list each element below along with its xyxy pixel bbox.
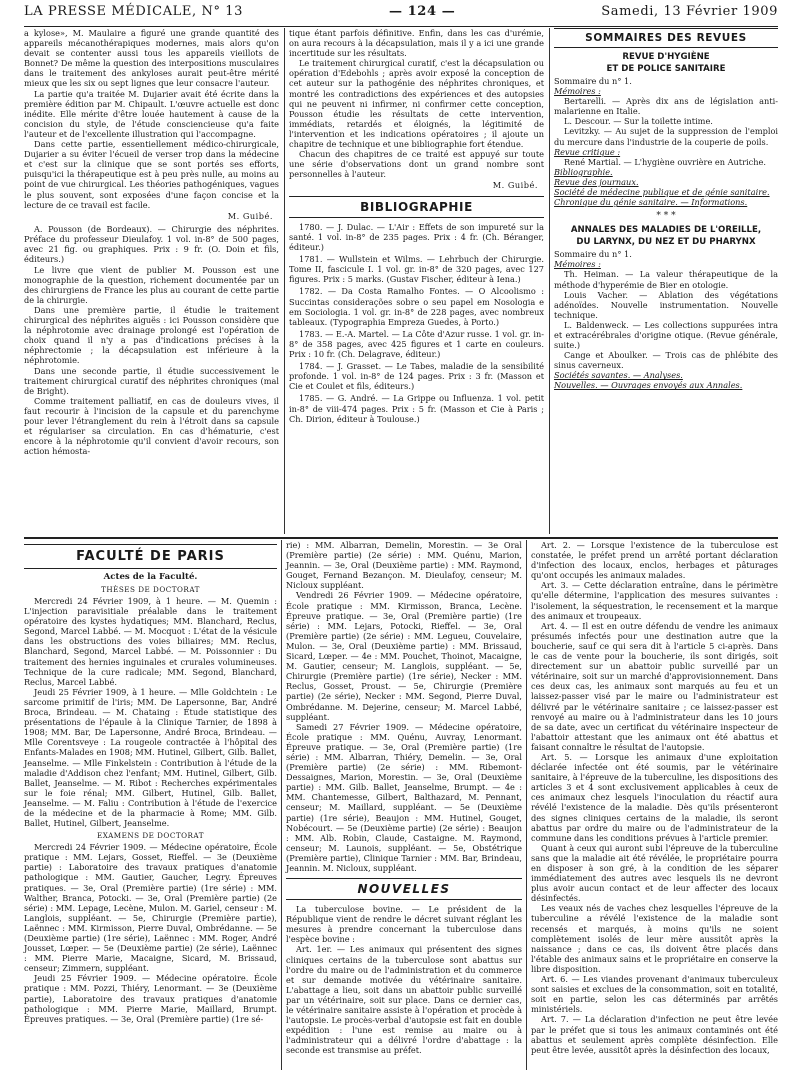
sommaire-item: Louis Vacher. — Ablation des végétations adénoïdes. Nouvelle instrumentation. Nouvelle technique. [554,289,778,320]
bibliography-entry: 1781. — Wullstein et Wilms. — Lehrbuch der Chirurgie. Tome II, fascicule I. 1 vol. gr. in-8° de 320 pages, avec 127 figures. Prix : 5 marks. (Gustav Fischer, éditeur à Iena.) [289,254,544,285]
sommaire-item: L. Descour. — Sur la toilette intime. [564,116,713,127]
review-paragraph: Dans une première partie, il étudie le traitement chirurgical des néphrites aiguës : ici Pousson considère que la néphrotomie avec drainage prolongé est l'opération de choix quand il n'y a pas d'indications précises à la néphrectomie ; la décapsulation est inférieure à la néphrotomie. [24,304,279,366]
bottom-section [24,540,778,1070]
memoires-label: Mémoires : [554,259,601,270]
faculte-paragraph: Jeudi 25 Février 1909, à 1 heure. — Mlle Goldchtein : Le sarcome primitif de l'iris; MM. De Lapersonne, Bar, André Broca, Brindeau. — M. Chataing : Étude statistique des présentations de l'épaule à la Clinique Tarnier, de 1898 à 1908; MM. Bar, De Lapersonne, André Broca, Brindeau. — Mlle Corentsveye : La rougeole contractée à l'hôpital des Enfants-Malades en 1908; MM. Hutinel, Gilbert, Gilb. Ballet, Jeanselme. — Mlle Finkelstein : Contribution à l'étude de la maladie d'Addison chez l'enfant; MM. Hutinel, Gilbert, Gilb. Ballet, Jeanselme. — M. Ribot : Recherches expérimentales sur le foie rénal; MM. Gilbert, Hutinel, Gilb. Ballet, Jeanselme. — M. Faliu : Contribution à l'étude de l'exercice de la médecine et de la pharmacie à Rome; MM. Gilb. Ballet, Hutinel, Gilbert, Jeanselme. [24,686,277,829]
asterism-divider: * * * [656,211,676,222]
critique-label: Revue critique : [554,146,621,157]
page-header [24,4,778,27]
column-divider [526,540,527,1070]
tuberculose-intro: La tuberculose bovine. — Le président de la République vient de rendre le décret suivant réglant les mesures à prendre concernant la tuberculose dans l'espèce bovine : [286,904,522,945]
bibliography-entry: 1784. — J. Grasset. — Le Tabes, maladie de la sensibilité profonde. 1 vol. in-8° de 124 pages. Prix : 3 fr. (Masson et Cie et Coulet et fils, éditeurs.) [289,361,544,392]
bibliography-entry: 1780. — J. Dulac. — L'Air : Effets de son impureté sur la santé. 1 vol. in-8° de 235 pages. Prix : 4 fr. (Ch. Béranger, éditeur.) [289,221,544,253]
sommaire-section: Bibliographie. [554,166,613,177]
review-paragraph: Dans une seconde partie, il étudie successivement le traitement chirurgical curatif des néphrites chroniques (mal de Bright). [24,365,279,396]
decret-article: Art. 4. — Il est en outre défendu de vendre les animaux présumés infectés pour une destination autre que la boucherie, sauf ce qui sera dit à l'article 5 ci-après. Dans le cas de vente pour la boucherie, ils sont dirigés, soit directement sur un abattoir public surveillé par un vétérinaire, soit sur un marché d'approvisionnement. Dans ces deux cas, les animaux sont marqués au feu et un laissez-passer visé par le maire ou l'administrateur est délivré par le vétérinaire sanitaire ; ce laissez-passer est renvoyé au maire ou à l'administrateur dans les 10 jours de sa date, avec un certificat du vétérinaire inspecteur de l'abattoir attestant que les animaux ont été abattus et faisant connaître le résultat de l'autopsie. [531,620,778,752]
bibliography-entry: 1782. — Da Costa Ramalho Fontes. — O Alcoolismo : Succintas considerações sobre o seu papel em Nosologia e em Sociologia. 1 vol. gr. in-8° de 228 pages, avec nombreux tableaux. (Typographia Empreza Guedes, à Porto.) [289,286,544,327]
decret-article: Les veaux nés de vaches chez lesquelles l'épreuve de la tuberculine a révélé l'existence de la maladie sont recensés et marqués, à moins qu'ils ne soient complètement isolés de leur mère aussitôt après la naissance ; dans ce cas, ils doivent être placés dans l'étable des animaux sains et le propriétaire en conserve la libre disposition. [531,903,778,974]
sommaire-label: Sommaire du n° 1. [554,76,632,86]
faculte-paragraph: Mercredi 24 Février 1909, à 1 heure. — M. Quemin : L'injection paravisitiale préalable dans le traitement opératoire des kystes hydatiques; MM. Blanchard, Reclus, Segond, Marcel Labbé. — M. Mocquot : L'état de la vésicule dans les obstructions des voies biliaires; MM. Reclus, Blanchard, Segond, Marcel Labbé. — M. Poissonnier : Du traitement des hernies inguinales et crurales volumineuses. Technique de la cure radicale; MM. Segond, Blanchard, Reclus, Marcel Labbé. [24,596,277,687]
decret-article: Art. 2. — Lorsque l'existence de la tuberculose est constatée, le préfet prend un arrêté portant déclaration d'infection des locaux, enclos, herbages et pâturages qu'ont occupés les animaux malades. [531,540,778,581]
review-paragraph: Comme traitement palliatif, en cas de douleurs vives, il faut recourir à l'incision de la capsule et du parenchyme pour lever l'étranglement du rein à l'étroit dans sa capsule et régulariser sa circulation. En cas d'hématurie, c'est encore à la néphrotomie qu'il convient d'avoir recours, son action hémosta- [24,395,279,457]
faculte-paragraph: Vendredi 26 Février 1909. — Médecine opératoire, École pratique : MM. Kirmisson, Branca, Lecène. Épreuve pratique. — 3e, Oral (Première partie) (1re série) : MM. Lejars, Potocki, Rieffel. — 3e, Oral (Première partie) (2e série) : MM. Legueu, Couvelaire, Mulon. — 3e, Oral (Deuxième partie) : MM. Brissaud, Sicard, Lœper. — 4e : MM. Pouchet, Thoinot, Macaigne, M. Gautier, censeur; M. Langlois, suppléant. — 5e, Chirurgie (Première partie) (1re série), Necker : MM. Reclus, Gosset, Proust. — 5e, Chirurgie (Première partie) (2e série), Necker : MM. Segond, Pierre Duval, Ombrédanne. M. Dejerine, censeur; M. Marcel Labbé, suppléant. [286,590,522,722]
sommaire-item: Th. Heiman. — La valeur thérapeutique de la méthode d'hyperémie de Bier en otologie. [554,269,778,290]
decret-article: Art. 5. — Lorsque les animaux d'une exploitation déclarée infectée ont été soumis, par le vétérinaire sanitaire, à l'épreuve de la tuberculine, les dispositions des articles 3 et 4 sont exclusivement applicables à ceux de ces animaux chez lesquels l'inoculation du réactif aura révélé l'existence de la maladie. Dès qu'ils présenteront des signes cliniques certains de la maladie, ils seront abattus par ordre du maire ou de l'administrateur de la commune dans les conditions prévues à l'article premier. [531,751,778,843]
faculte-heading: FACULTÉ DE PARIS [24,544,277,569]
sommaire-section: Chronique du génie sanitaire. — Informations. [554,197,748,208]
review-signature: M. Guibé. [227,210,273,221]
bibliography-entry: 1783. — E.-A. Martel. — La Côte d'Azur russe. 1 vol. gr. in-8° de 358 pages, avec 425 figures et 1 carte en couleurs. Prix : 10 fr. (Ch. Delagrave, éditeur.) [289,328,544,360]
sommaire-section: Nouvelles. — Ouvrages envoyés aux Annales. [554,380,743,391]
column-divider [281,540,282,1070]
faculte-paragraph: Mercredi 24 Février 1909. — Médecine opératoire, École pratique : MM. Lejars, Gosset, Rieffel. — 3e (Deuxième partie) : Laboratoire des travaux pratiques d'anatomie pathologique : MM. Gautier, Gaucher, Legry. Épreuves pratiques. — 3e, Oral (Première partie) (1re série) : MM. Walther, Branca, Potocki. — 3e, Oral (Première partie) (2e série) : MM. Lepage, Lecène, Mulon. M. Gariel, censeur : M. Langlois, suppléant. — 5e, Chirurgie (Première partie), Laënnec : MM. Kirmisson, Pierre Duval, Ombrédanne. — 5e (Deuxième partie) (1re série), Laënnec : MM. Roger, André Jousset, Lœper. — 5e (Deuxième partie) (2e série), Laënnec : MM. Pierre Marie, Macaigne, Sicard, M. Brissaud, censeur; Zimmern, suppléant. [24,842,277,974]
review-paragraph: La partie qu'a traitée M. Dujarier avait été écrite dans la première édition par M. Chipault. L'œuvre actuelle est donc inédite. Elle mérite d'être louée hautement à cause de la concision du style, de l'étude consciencieuse qu'a faite l'auteur et de l'excellente illustration qui l'accompagne. [24,88,279,139]
page-number: — 124 — [388,4,456,19]
review-paragraph: Le traitement chirurgical curatif, c'est la décapsulation ou opération d'Edebohls ; après avoir exposé la conception de cet auteur sur la pathogénie des néphrites chroniques, et montré les contradictions des expériences et des autopsies qui ne peuvent ni infirmer, ni confirmer cette conception, Pousson étudie les résultats de cette intervention, immédiats, retardés et éloignés, la légitimité de l'intervention et les indications opératoires ; il ajoute un chapitre de technique et une bibliographie fort étendue. [289,58,544,150]
review-column-1 [24,28,279,456]
review-paragraph: Dans cette partie, essentiellement médico-chirurgicale, Dujarier a su éviter l'écueil de verser trop dans la médecine et c'est sur la clinique que se sont portés ses efforts, puisqu'ici la thérapeutique est à peu près nulle, au moins au point de vue chirurgical. Les théories pathogéniques, vagues le plus souvent, sont exposées d'une façon concise et la lecture de ce travail est facile. [24,139,279,210]
faculte-paragraph: rie) : MM. Albarran, Demelin, Morestin. — 3e Oral (Première partie) (2e série) : MM. Quénu, Marion, Jeannin. — 3e, Oral (Deuxième partie) : MM. Raymond, Gouget, Fernand Bezançon. M. Dieulafoy, censeur; M. Nicloux suppléant. [286,540,522,591]
decret-article: Art. 6. — Les viandes provenant d'animaux tuberculeux sont saisies et exclues de la consommation, soit en totalité, soit en partie, selon les cas déterminés par arrêtés ministériels. [531,974,778,1015]
column-divider [284,28,285,534]
issue-date: Samedi, 13 Février 1909 [601,4,778,19]
decret-column [531,540,778,1055]
decret-article: Art. 3. — Cette déclaration entraîne, dans le périmètre qu'elle détermine, l'application des mesures suivantes : l'isolement, la séquestration, le recensement et la marque des animaux et troupeaux. [531,580,778,621]
sommaire-label: Sommaire du n° 1. [554,249,632,260]
sommaire-item: Levitzky. — Au sujet de la suppression de l'emploi du mercure dans l'industrie de la couperie de poils. [554,126,778,147]
review-paragraph: tique étant parfois définitive. Enfin, dans les cas d'urémie, on aura recours à la décapsulation, mais il y a ici une grande incertitude sur les résultats. [289,28,544,59]
pousson-book-reference: A. Pousson (de Bordeaux). — Chirurgie des néphrites. Préface du professeur Dieulafoy. 1 vol. in-8° de 500 pages, avec 21 fig. ou graphiques. Prix : 9 fr. (O. Doin et fils, éditeurs.) [24,224,279,265]
sommaire-item: L. Baldenweck. — Les collections suppurées intra et extracérébrales d'origine otique. (Revue générale, suite.) [554,319,778,351]
column-divider [549,28,550,534]
faculte-paragraph: Jeudi 25 Février 1909. — Médecine opératoire. École pratique : MM. Pozzi, Thiéry, Lenormant. — 3e (Deuxième partie), Laboratoire des travaux pratiques d'anatomie pathologique : MM. Pierre Marie, Maillard, Brumpt. Épreuves pratiques. — 3e, Oral (Première partie) (1re sé- [24,973,277,1024]
review-paragraph: a kylose», M. Maulaire a figuré une grande quantité des appareils mécanothérapiques modernes, mais alors qu'on devait se contenter aussi tous les appareils vieillots de Bonnet? De même la question des interpositions musculaires dans le traitement des ankyloses aurait peut-être mérité mieux que les six ou sept lignes que leur consacre l'auteur. [24,28,279,89]
memoires-label: Mémoires : [554,86,601,97]
section-divider [24,537,778,539]
decret-article: Art. 1er. — Les animaux qui présentent des signes cliniques certains de la tuberculose sont abattus sur l'ordre du maire ou de l'administration et du commerce et sur demande motivée du vétérinaire sanitaire. L'abattage a lieu, soit dans un abattoir public surveillé par un vétérinaire, soit sur place. Dans ce dernier cas, le vétérinaire sanitaire assiste à l'opération et procède à l'autopsie. Le procès-verbal d'autopsie est fait en double expédition : l'une est remise au maire ou à l'administrateur qui a délivré l'ordre d'abattage : la seconde est transmise au préfet. [286,944,522,1056]
journal-title: LA PRESSE MÉDICALE, N° 13 [24,4,244,19]
revue-subtitle: DU LARYNX, DU NEZ ET DU PHARYNX [576,237,756,248]
review-paragraph: Chacun des chapitres de ce traité est appuyé sur toute une série d'observations dont un grand nombre sont personnelles à l'auteur. [289,149,544,180]
theses-heading: THÈSES DE DOCTORAT [101,585,200,594]
nouvelles-heading: NOUVELLES [286,878,522,900]
revue-subtitle: ET DE POLICE SANITAIRE [606,64,726,74]
bibliographie-heading: BIBLIOGRAPHIE [289,196,544,218]
revue-title: ANNALES DES MALADIES DE L'OREILLE, [570,225,762,236]
faculte-column [24,540,277,1024]
sommaire-item: Bertarelli. — Après dix ans de législation anti-malarienne en Italie. [554,96,778,117]
decret-article: Art. 7. — La déclaration d'infection ne peut être levée par le préfet que si tous les animaux contaminés ont été abattus et seulement après complète désinfection. Elle peut être levée, aussitôt après la désinfection des locaux, [531,1014,778,1055]
bibliography-entry: 1785. — G. André. — La Grippe ou Influenza. 1 vol. petit in-8° de viii-474 pages. Prix : 5 fr. (Masson et Cie à Paris ; Ch. Dirion, éditeur à Toulouse.) [289,393,544,424]
faculte-paragraph: Samedi 27 Février 1909. — Médecine opératoire, École pratique : MM. Quénu, Auvray, Lenormant. Épreuve pratique. — 3e, Oral (Première partie) (1re série) : MM. Albarran, Thiéry, Demelin. — 3e, Oral (Première partie) (2e série) : MM. Ribemont-Dessaignes, Marion, Morestin. — 3e, Oral (Deuxième partie) : MM. Gilb. Ballet, Jeanselme, Brumpt. — 4e : MM. Chantemesse, Gilbert, Balthazard, M. Pennant, censeur; M. Maillard, suppléant. — 5e (Deuxième partie) (1re série), Beaujon : MM. Hutinel, Gouget, Nobécourt. — 5e (Deuxième partie) (2e série) : Beaujon : MM. Alb. Robin, Claude, Castaigne. M. Raymond, censeur; M. Launois, suppléant. — 5e, Obstétrique (Première partie), Clinique Tarnier : MM. Bar, Brindeau, Jeannin. M. Nicloux, suppléant. [286,721,522,873]
sommaire-item: Cange et Aboulker. — Trois cas de phlébite des sinus caverneux. [554,350,778,371]
sommaires-heading: SOMMAIRES DES REVUES [554,28,778,48]
revue-title: REVUE D'HYGIÈNE [622,52,710,62]
sommaire-section: Sociétés savantes. — Analyses. [554,370,683,381]
actes-heading: Actes de la Faculté. [103,572,198,582]
sommaire-section: Revue des journaux. [554,176,639,187]
examens-column [286,540,522,1056]
sommaires-column [554,28,778,391]
decret-article: Quant à ceux qui auront subi l'épreuve de la tuberculine sans que la maladie ait été révélée, le propriétaire pourra en disposer à son gré, à la condition de les séparer immédiatement des autres avec lesquels ils ne devront plus avoir aucun contact et de leur affecter des locaux désinfectés. [531,842,778,904]
examens-heading: EXAMENS DE DOCTORAT [96,831,205,841]
sommaire-item: René Martial. — L'hygiène ouvrière en Autriche. [564,156,766,167]
review-paragraph: Le livre que vient de publier M. Pousson est une monographie de la question, richement documentée par un des chirurgiens de France les plus au courant de cette partie de la chirurgie. [24,264,279,305]
sommaire-section: Société de médecine publique et de génie sanitaire. [554,187,770,198]
review-signature: M. Guibé. [492,180,538,191]
top-section [24,28,778,534]
review-column-2 [289,28,544,426]
